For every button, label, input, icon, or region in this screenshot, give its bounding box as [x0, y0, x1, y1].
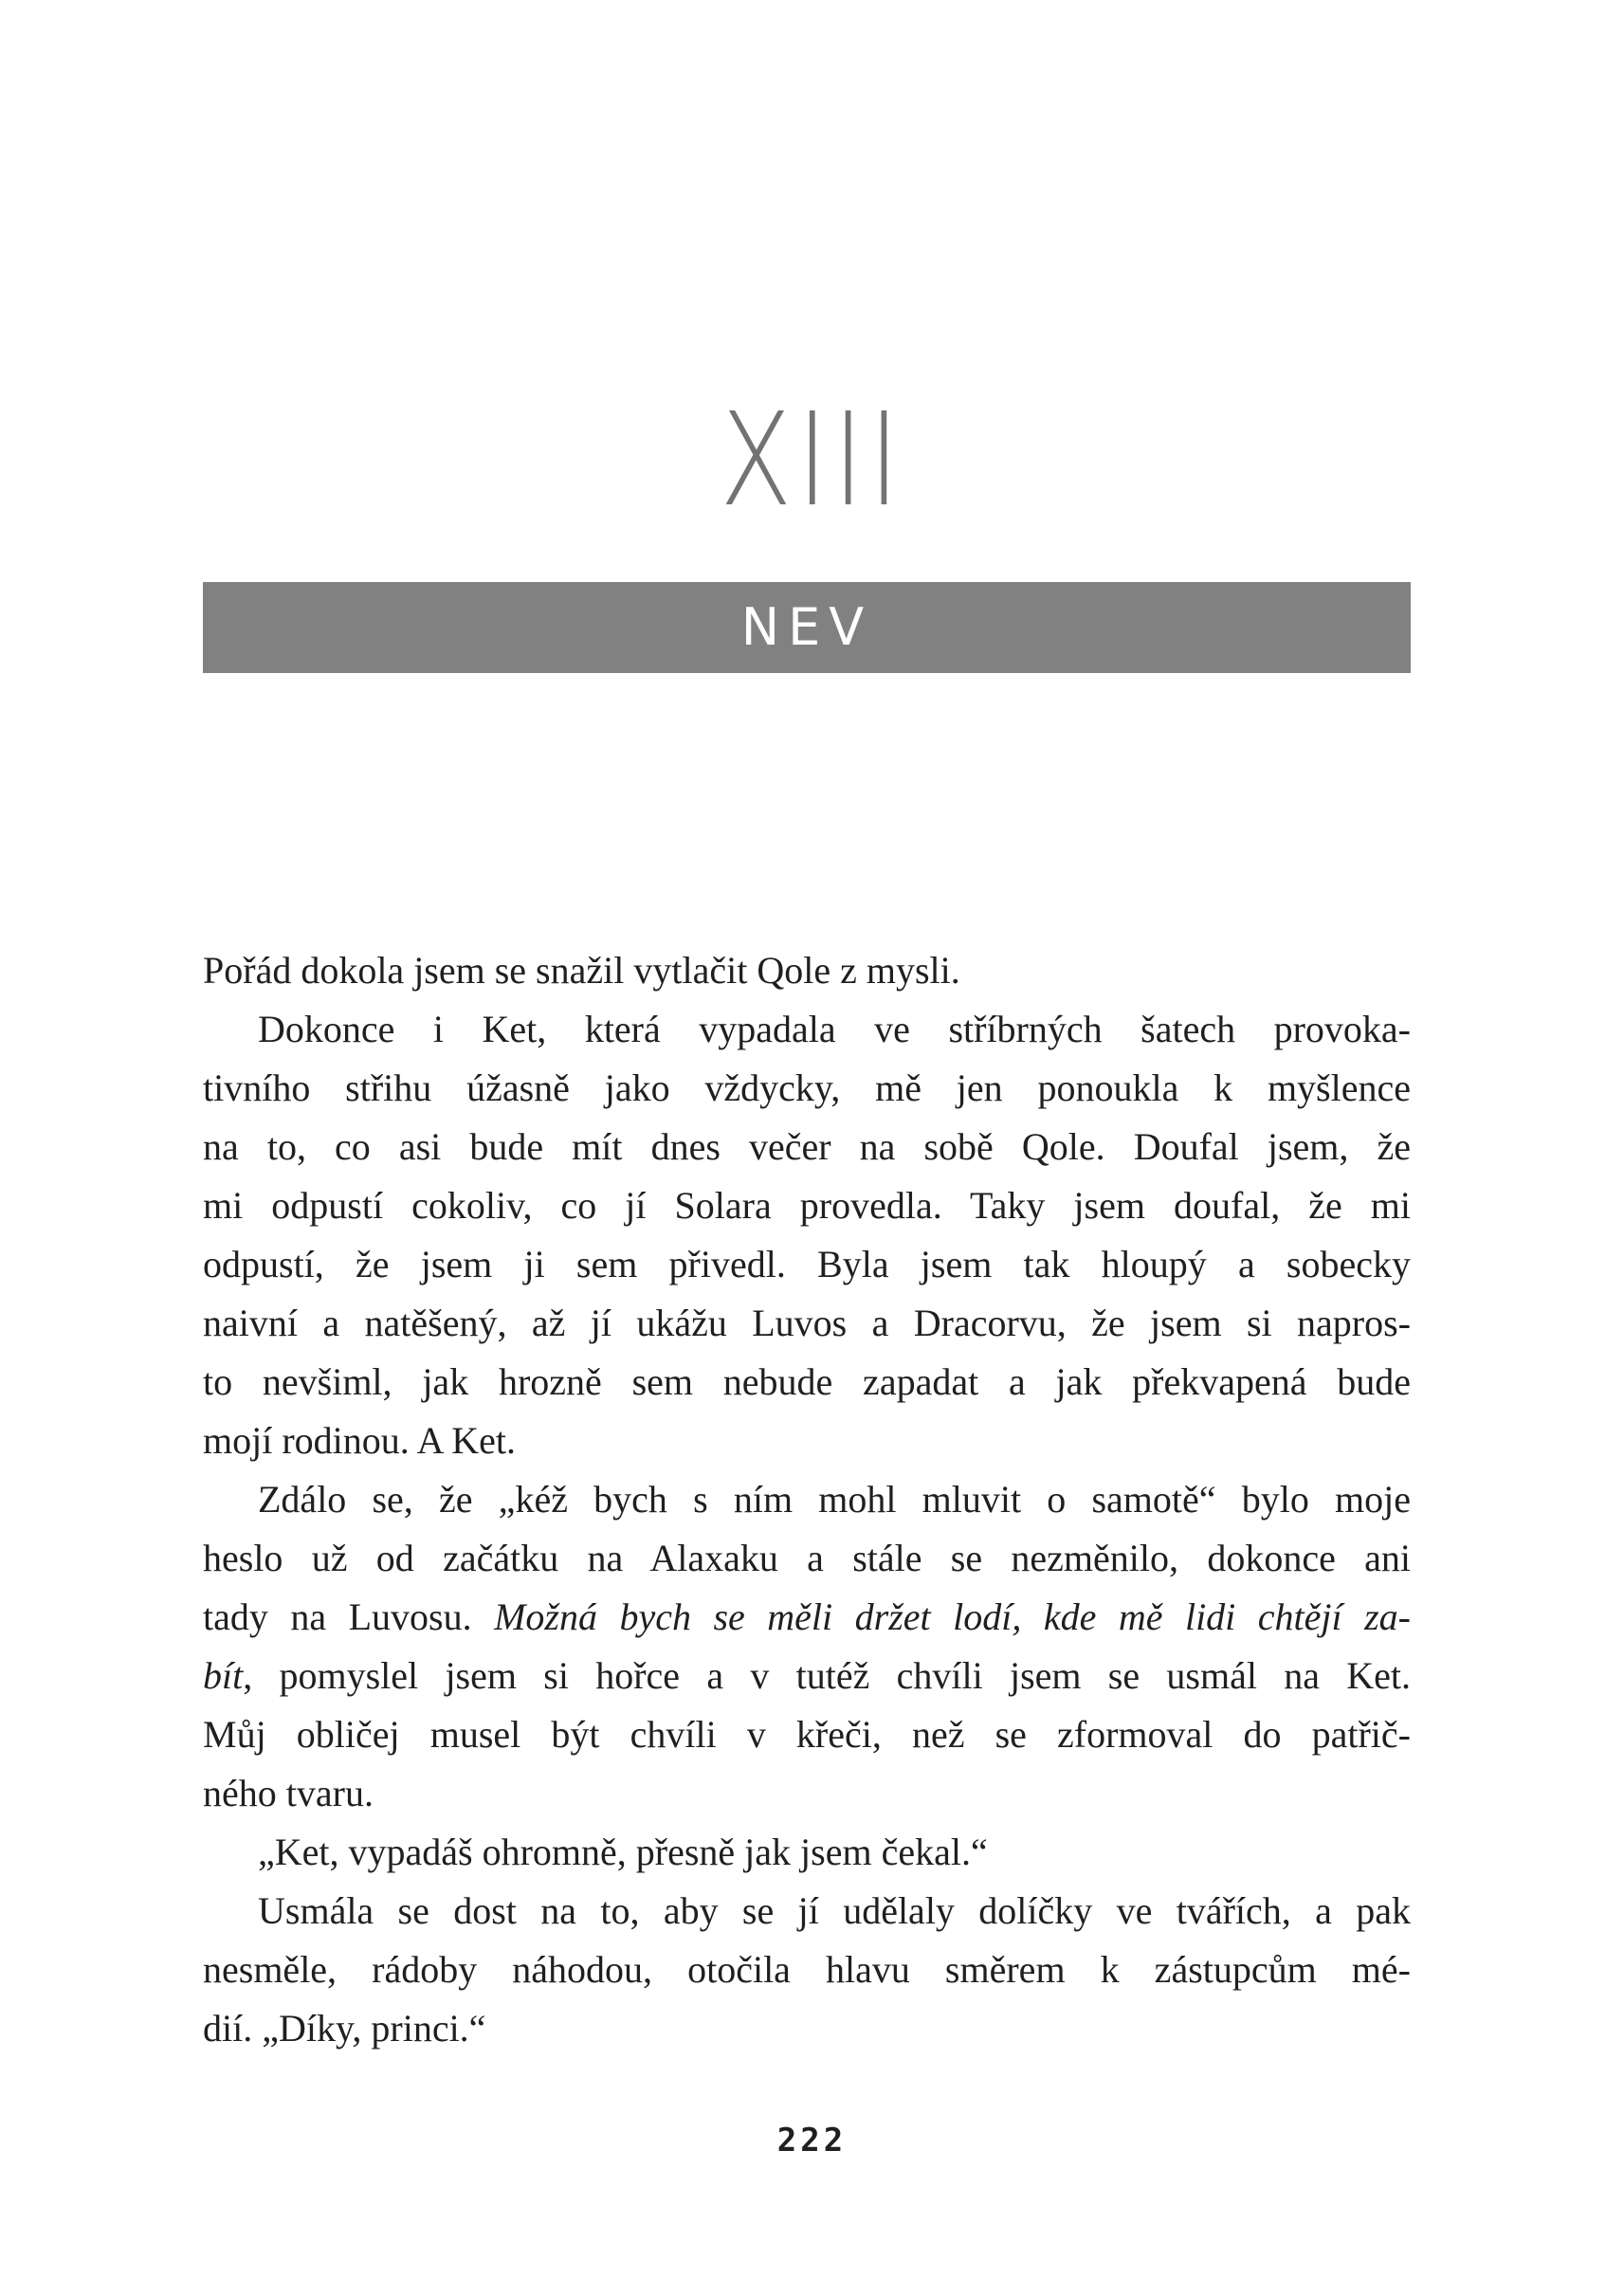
text-line: [203, 1647, 1411, 1705]
text-line: Můj obličej musel být chvíli v křeči, než se zformoval do patřič-: [203, 1713, 1411, 1756]
text-line: Zdálo se, že „kéž bych s ním mohl mluvit o samotě“ bylo moje: [258, 1478, 1411, 1521]
body-text: [203, 941, 1411, 2058]
text-line: nesměle, rádoby náhodou, otočila hlavu směrem k zástupcům mé-: [203, 1948, 1411, 1991]
text-line: odpustí, že jsem ji sem přivedl. Byla jsem tak hloupý a sobecky: [203, 1243, 1411, 1285]
text-line: mojí rodinou. A Ket.: [203, 1419, 516, 1462]
text-line: [203, 1588, 1411, 1647]
italic-text-segment: Možná bych se měli držet lodí, kde mě lidi chtějí za-: [494, 1595, 1412, 1638]
italic-text-segment: bít: [203, 1654, 244, 1697]
text-line: dií. „Díky, princi.“: [203, 2007, 486, 2050]
text-line: „Ket, vypadáš ohromně, přesně jak jsem čekal.“: [258, 1831, 988, 1873]
chapter-number: XIII: [720, 386, 904, 536]
text-line: Dokonce i Ket, která vypadala ve stříbrných šatech provoka-: [258, 1008, 1411, 1050]
text-segment: tady na Luvosu.: [203, 1595, 495, 1638]
text-line: ného tvaru.: [203, 1772, 374, 1814]
text-line: tivního střihu úžasně jako vždycky, mě jen ponoukla k myšlence: [203, 1066, 1411, 1109]
text-line: naivní a natěšený, až jí ukážu Luvos a Dracorvu, že jsem si napros-: [203, 1302, 1411, 1344]
text-line: na to, co asi bude mít dnes večer na sobě Qole. Doufal jsem, že: [203, 1125, 1411, 1168]
text-line: Usmála se dost na to, aby se jí udělaly dolíčky ve tvářích, a pak: [258, 1889, 1411, 1932]
text-line: Pořád dokola jsem se snažil vytlačit Qole z mysli.: [203, 949, 960, 992]
text-line: heslo už od začátku na Alaxaku a stále se nezměnilo, dokonce ani: [203, 1537, 1411, 1579]
text-line: mi odpustí cokoliv, co jí Solara provedla. Taky jsem doufal, že mi: [203, 1184, 1411, 1227]
text-segment: , pomyslel jsem si hořce a v tutéž chvíli jsem se usmál na Ket.: [243, 1654, 1411, 1697]
text-line: to nevšiml, jak hrozně sem nebude zapadat a jak překvapená bude: [203, 1360, 1411, 1403]
page-number: 222: [776, 2122, 848, 2159]
chapter-title: NEV: [740, 597, 873, 657]
